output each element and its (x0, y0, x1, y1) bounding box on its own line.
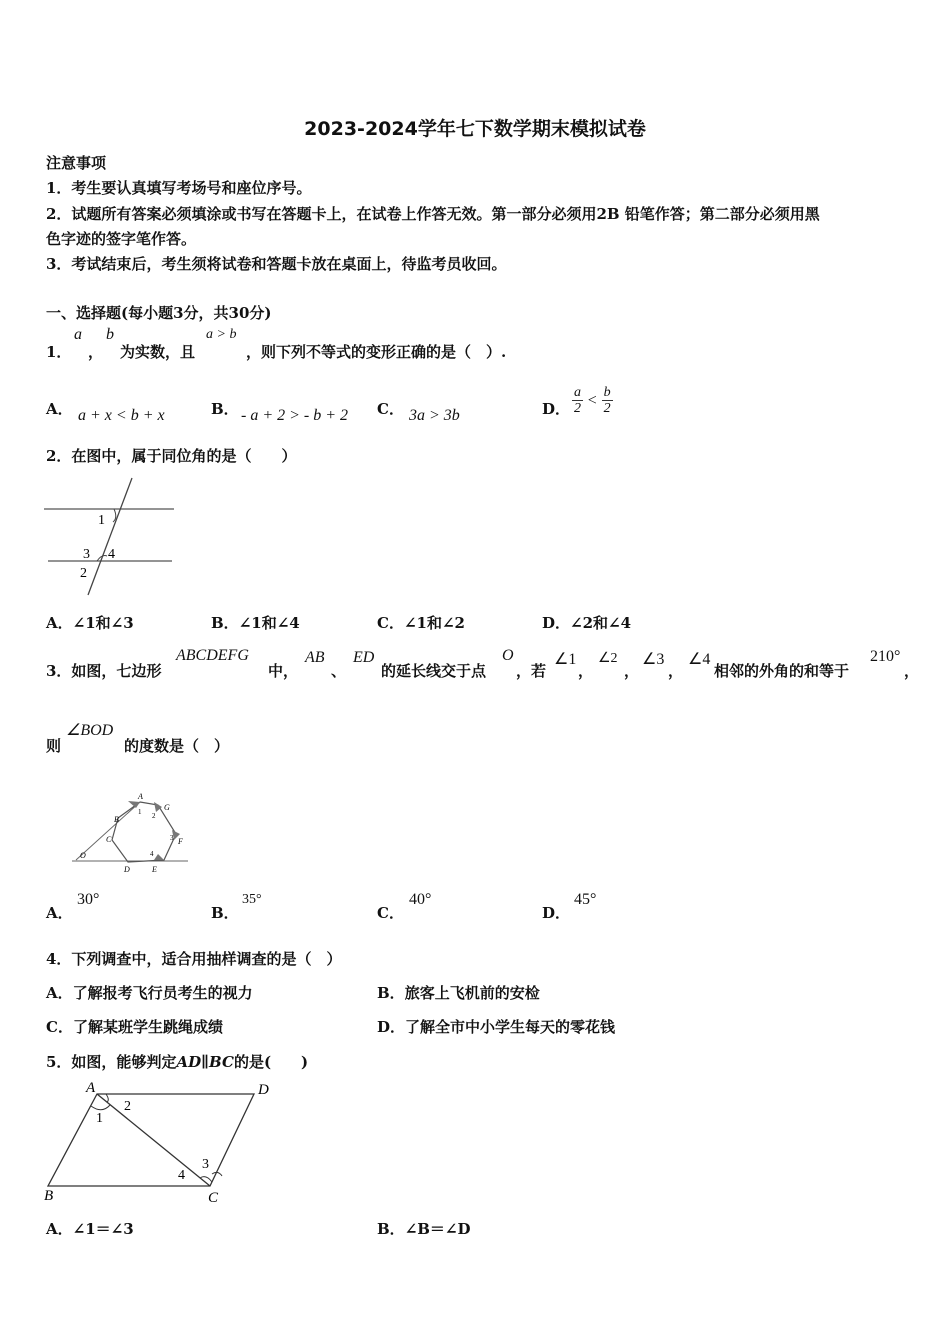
q5-ad-parallel-bc: AD∥BC (176, 1053, 234, 1071)
q4-option-d-label: D． (377, 1018, 406, 1036)
q2-option-d-label: D． (542, 614, 571, 632)
q4-option-b-text: 旅客上飞机前的安检 (404, 984, 540, 1002)
q3-option-d-label[interactable]: D． (542, 904, 571, 922)
q1-d-numerator-2: b (603, 385, 611, 400)
q5-label-c: C (208, 1190, 219, 1206)
q5-label-b: B (44, 1188, 54, 1204)
q3-label-e: E (152, 865, 157, 874)
q4-option-d-text: 了解全市中小学生每天的零花钱 (405, 1018, 616, 1036)
q3-polygon: ABCDEFG (176, 647, 249, 664)
q1-var-b: b (106, 326, 114, 343)
q3-option-a[interactable]: 30° (77, 891, 100, 908)
q1-option-d-label[interactable]: D． (542, 400, 571, 418)
q2-label-1: 1 (98, 513, 105, 528)
q1-option-a[interactable]: a + x < b + x (78, 407, 165, 424)
q3-text-5: 相邻的外角的和等于 (714, 662, 850, 680)
q1-option-b[interactable]: - a + 2 > - b + 2 (241, 407, 349, 424)
q3-option-c-label[interactable]: C． (377, 904, 404, 922)
q5-option-a[interactable] (46, 1218, 134, 1239)
q3-text-2: 中， (268, 662, 299, 680)
q3-sep: 、 (331, 662, 347, 680)
q2-label-4: 4 (108, 547, 115, 562)
q5-option-a-text: ∠1＝∠3 (72, 1220, 134, 1238)
q5-arc-1 (91, 1105, 110, 1110)
q4-option-a-label: A． (46, 984, 73, 1002)
q2-option-c-label: C． (377, 614, 404, 632)
q5-option-b-label: B． (377, 1220, 405, 1238)
q3-option-d[interactable]: 45° (574, 891, 597, 908)
q5-figure (40, 1074, 280, 1206)
q3-angle-bod: ∠BOD (66, 722, 114, 739)
q1-text2: ，则下列不等式的变形正确的是（ ）. (246, 343, 507, 361)
q2-option-d-text: ∠2和∠4 (570, 614, 632, 632)
q2-option-a-label: A． (46, 614, 73, 632)
q3-angle-4: ∠4 (688, 651, 711, 668)
q3-text-1: 3．如图，七边形 (46, 662, 162, 680)
q3-figure (66, 790, 196, 880)
q3-comma-3: ， (668, 662, 684, 680)
q4-option-c-text: 了解某班学生跳绳成绩 (72, 1018, 223, 1036)
section-heading: 一、选择题(每小题3分，共30分) (46, 304, 272, 322)
q5-label-4: 4 (178, 1168, 185, 1183)
q3-comma-2: ， (624, 662, 640, 680)
q2-option-d[interactable] (542, 612, 631, 633)
q2-option-c[interactable] (377, 612, 465, 633)
q3-angle-2: ∠2 (598, 651, 618, 666)
q3-comma-1: ， (578, 662, 594, 680)
q5-arc-3 (212, 1172, 222, 1176)
q5-label-2: 2 (124, 1099, 131, 1114)
q5-label-1: 1 (96, 1111, 103, 1126)
q1-option-c[interactable]: 3a > 3b (409, 407, 460, 424)
q5-stem (46, 1051, 308, 1072)
q3-text-4: ，若 (516, 662, 547, 680)
page-title: 2023-2024学年七下数学期末模拟试卷 (304, 118, 646, 140)
q4-option-d[interactable] (377, 1016, 615, 1037)
q4-option-b[interactable] (377, 982, 540, 1003)
q3-label-1: 1 (138, 808, 142, 816)
q2-option-c-text: ∠1和∠2 (403, 614, 465, 632)
q3-angle-3: ∠3 (642, 651, 665, 668)
q2-label-2: 2 (80, 566, 87, 581)
q5-label-a: A (86, 1080, 96, 1096)
q2-transversal (88, 478, 132, 595)
q3-point-o: O (502, 647, 514, 664)
q3-text-6: ， (904, 662, 920, 680)
q3-angle-mark-4 (154, 854, 164, 860)
q1-comma: ， (88, 343, 104, 361)
q3-label-d: D (124, 865, 130, 874)
notice-item: 色字迹的签字笔作答。 (46, 230, 197, 248)
q1-option-b-label[interactable]: B． (211, 400, 239, 418)
q3-text-7: 则 (46, 737, 62, 755)
q2-option-a[interactable] (46, 612, 134, 633)
q4-option-b-label: B． (377, 984, 405, 1002)
q3-option-b[interactable]: 35° (242, 892, 262, 907)
notice-item: 2．试题所有答案必须填涂或书写在答题卡上，在试卷上作答无效。第一部分必须用2B 铅笔作答；第二部分必须用黑 (46, 205, 820, 223)
q1-var-a: a (74, 326, 82, 343)
q3-text-3: 的延长线交于点 (381, 662, 487, 680)
notice-item: 1．考生要认真填写考场号和座位序号。 (46, 179, 312, 197)
q3-label-o: O (80, 851, 86, 860)
q3-label-b: B (114, 815, 119, 824)
q3-ab: AB (305, 649, 325, 666)
q3-label-c: C (106, 835, 112, 844)
q5-text-2: 的是( ) (233, 1053, 309, 1071)
q3-label-a: A (138, 792, 143, 801)
q3-label-g: G (164, 803, 170, 812)
q2-option-b-label: B． (211, 614, 239, 632)
q3-label-f: F (178, 837, 183, 846)
q2-figure (40, 470, 185, 600)
q1-text1: 为实数，且 (120, 343, 196, 361)
q5-diagonal-ac (97, 1094, 210, 1186)
q1-d-denominator-2: 2 (603, 401, 611, 417)
q1-option-d[interactable] (572, 385, 613, 417)
q3-option-c[interactable]: 40° (409, 891, 432, 908)
q5-parallelogram (48, 1094, 254, 1186)
q4-stem: 4．下列调查中，适合用抽样调查的是（ ） (46, 950, 342, 968)
q1-condition: a > b (206, 327, 237, 342)
q3-option-b-label[interactable]: B． (211, 904, 239, 922)
q4-option-c-label: C． (46, 1018, 73, 1036)
q5-option-b-text: ∠B＝∠D (404, 1220, 471, 1238)
q5-text-1: 5．如图，能够判定 (46, 1053, 177, 1071)
q5-label-d: D (258, 1082, 269, 1098)
q3-sum: 210° (870, 648, 901, 665)
q3-angle-1: ∠1 (554, 651, 577, 668)
q2-option-a-text: ∠1和∠3 (72, 614, 134, 632)
notice-item: 3．考试结束后，考生须将试卷和答题卡放在桌面上，待监考员收回。 (46, 255, 507, 273)
q5-option-a-label: A． (46, 1220, 73, 1238)
q1-number: 1． (46, 343, 72, 361)
q3-ed: ED (353, 649, 375, 666)
q3-text-8: 的度数是（ ） (124, 737, 230, 755)
q2-option-b-text: ∠1和∠4 (238, 614, 300, 632)
q1-option-a-label[interactable]: A． (46, 400, 73, 418)
q2-stem: 2．在图中，属于同位角的是（ ） (46, 447, 297, 465)
q3-label-4: 4 (150, 850, 154, 858)
q5-label-3: 3 (202, 1157, 209, 1172)
q3-option-a-label[interactable]: A． (46, 904, 73, 922)
q3-label-2: 2 (152, 812, 156, 820)
q1-d-denominator-1: 2 (574, 401, 581, 417)
q1-d-operator: < (587, 391, 597, 409)
q4-option-a[interactable] (46, 982, 253, 1003)
q5-option-b[interactable] (377, 1218, 471, 1239)
q2-arc-1 (113, 509, 116, 522)
q2-option-b[interactable] (211, 612, 300, 633)
q1-d-numerator-1: a (574, 385, 581, 400)
notice-heading: 注意事项 (46, 154, 107, 172)
q4-option-c[interactable] (46, 1016, 223, 1037)
q3-label-3: 3 (170, 834, 174, 842)
q2-label-3: 3 (83, 547, 90, 562)
q1-option-c-label[interactable]: C． (377, 400, 404, 418)
q4-option-a-text: 了解报考飞行员考生的视力 (72, 984, 253, 1002)
